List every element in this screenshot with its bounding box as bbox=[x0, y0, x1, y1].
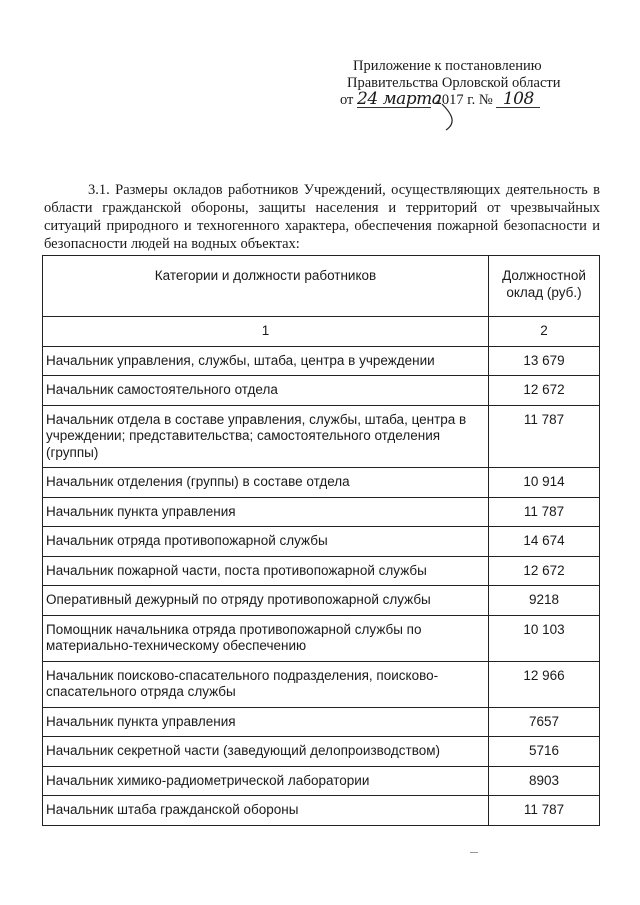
table-row bbox=[43, 556, 600, 586]
header-category: Категории и должности работников bbox=[43, 256, 489, 317]
header-date-line bbox=[340, 89, 630, 109]
intro-number: 3.1. bbox=[88, 182, 110, 198]
salary-table bbox=[42, 255, 600, 826]
column-number-row bbox=[43, 317, 600, 347]
table-row bbox=[43, 796, 600, 826]
row-salary: 11 787 bbox=[489, 497, 600, 527]
number-sign: № bbox=[478, 92, 493, 108]
row-category: Оперативный дежурный по отряду противопожарной службы bbox=[43, 586, 489, 616]
row-category: Начальник управления, службы, штаба, центра в учреждении bbox=[43, 346, 489, 376]
intro-paragraph bbox=[44, 181, 600, 253]
table-row bbox=[43, 615, 600, 661]
header-line-1: Приложение к постановлению bbox=[353, 58, 542, 74]
row-category: Начальник штаба гражданской обороны bbox=[43, 796, 489, 826]
table-row bbox=[43, 346, 600, 376]
table-row bbox=[43, 405, 600, 468]
row-salary: 10 914 bbox=[489, 468, 600, 498]
row-salary: 10 103 bbox=[489, 615, 600, 661]
table-row bbox=[43, 707, 600, 737]
row-category: Начальник пункта управления bbox=[43, 707, 489, 737]
header-prefix: от bbox=[340, 92, 354, 108]
header-salary: Должностной оклад (руб.) bbox=[489, 256, 600, 317]
row-salary: 12 966 bbox=[489, 661, 600, 707]
row-category: Начальник самостоятельного отдела bbox=[43, 376, 489, 406]
row-category: Помощник начальника отряда противопожарной службы по материально-техническому обеспечению bbox=[43, 615, 489, 661]
column-number-1: 1 bbox=[43, 317, 489, 347]
column-number-2: 2 bbox=[489, 317, 600, 347]
row-salary: 13 679 bbox=[489, 346, 600, 376]
row-category: Начальник секретной части (заведующий делопроизводством) bbox=[43, 737, 489, 767]
row-salary: 11 787 bbox=[489, 796, 600, 826]
row-category: Начальник отряда противопожарной службы bbox=[43, 527, 489, 557]
row-category: Начальник химико-радиометрической лаборатории bbox=[43, 766, 489, 796]
handwritten-number: 108 bbox=[496, 92, 540, 108]
footer-dash bbox=[470, 852, 478, 853]
table-row bbox=[43, 497, 600, 527]
table-row bbox=[43, 586, 600, 616]
header-line-2: Правительства Орловской области bbox=[347, 75, 561, 91]
table-row bbox=[43, 527, 600, 557]
handwritten-date: 24 марта bbox=[357, 89, 442, 109]
table-row bbox=[43, 766, 600, 796]
row-category: Начальник пункта управления bbox=[43, 497, 489, 527]
row-category: Начальник отдела в составе управления, службы, штаба, центра в учреждении; представительства; самостоятельного отделения (группы) bbox=[43, 405, 489, 468]
header-year: 2017 г. bbox=[434, 92, 476, 108]
signature-flourish-icon bbox=[440, 102, 500, 132]
row-salary: 11 787 bbox=[489, 405, 600, 468]
row-salary: 5716 bbox=[489, 737, 600, 767]
table-row bbox=[43, 661, 600, 707]
table-row bbox=[43, 376, 600, 406]
table-header-row bbox=[43, 256, 600, 317]
row-salary: 14 674 bbox=[489, 527, 600, 557]
row-salary: 12 672 bbox=[489, 376, 600, 406]
row-category: Начальник поисково-спасательного подразделения, поисково-спасательного отряда службы bbox=[43, 661, 489, 707]
table-row bbox=[43, 468, 600, 498]
row-salary: 8903 bbox=[489, 766, 600, 796]
row-category: Начальник пожарной части, поста противопожарной службы bbox=[43, 556, 489, 586]
row-salary: 9218 bbox=[489, 586, 600, 616]
table-row bbox=[43, 737, 600, 767]
intro-text: Размеры окладов работников Учреждений, осуществляющих деятельность в области гражданской обороны, защиты населения и территорий от чрезвычайных ситуаций природного и техногенного характера, обеспечения пожарной безопасности и безопасности людей на водных объектах: bbox=[44, 182, 601, 252]
row-salary: 12 672 bbox=[489, 556, 600, 586]
row-category: Начальник отделения (группы) в составе отдела bbox=[43, 468, 489, 498]
row-salary: 7657 bbox=[489, 707, 600, 737]
appendix-header bbox=[340, 58, 630, 109]
